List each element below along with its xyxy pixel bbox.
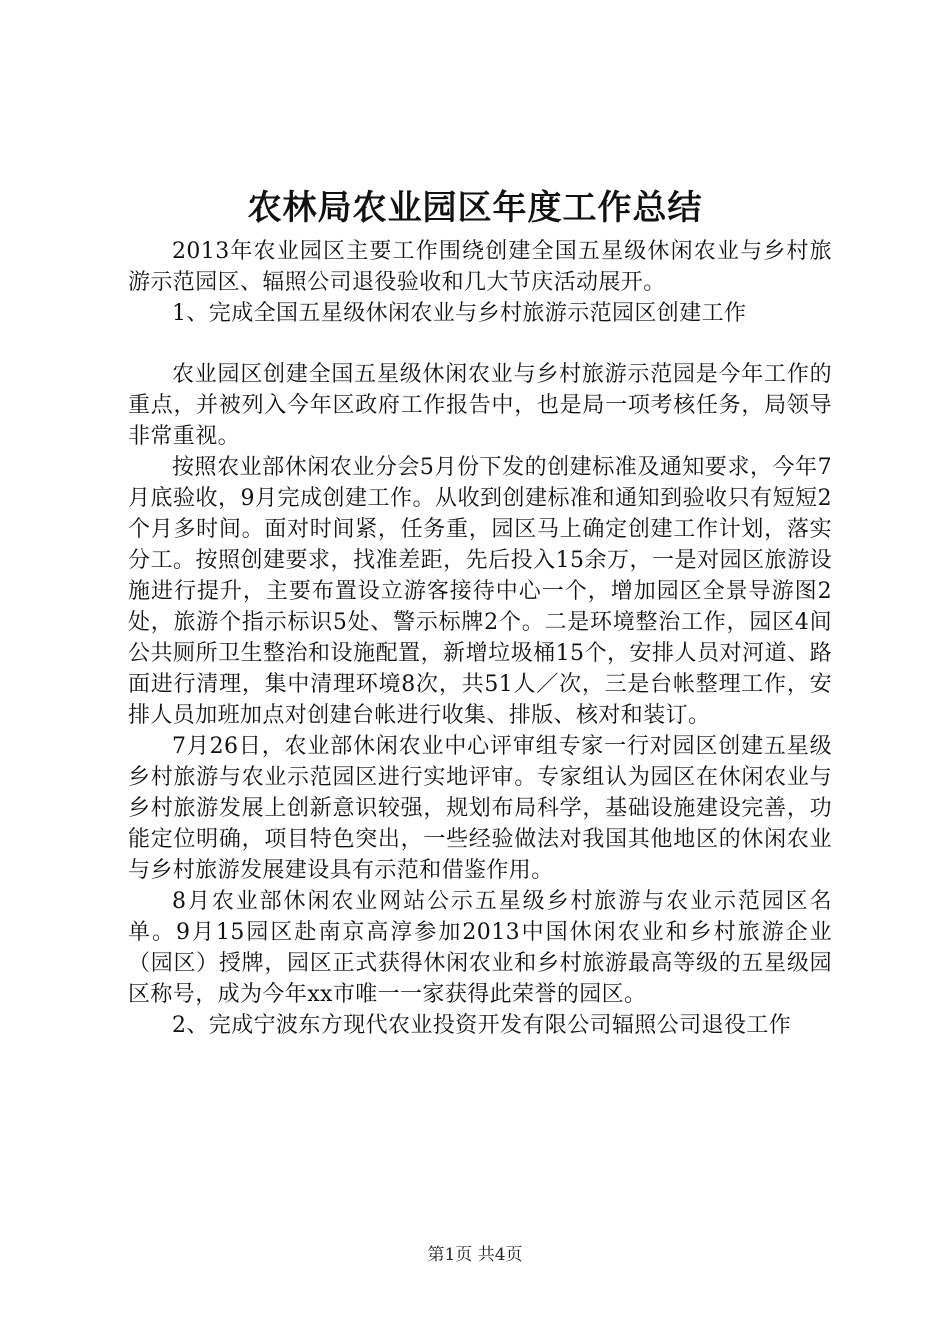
paragraph-review: 7月26日，农业部休闲农业中心评审组专家一行对园区创建五星级乡村旅游与农业示范园区进行实地评审。专家组认为园区在休闲农业与乡村旅游发展上创新意识较强，规划布局科学，基础设施建设完善，功能定位明确，项目特色突出，一些经验做法对我国其他地区的休闲农业与乡村旅游发展建设具有示范和借鉴作用。 [128,734,832,883]
paragraph-actions: 按照农业部休闲农业分会5月份下发的创建标准及通知要求，今年7月底验收，9月完成创建工作。从收到创建标准和通知到验收只有短短2个月多时间。面对时间紧，任务重，园区马上确定创建工作计划，落实分工。按照创建要求，找准差距，先后投入15余万，一是对园区旅游设施进行提升，主要布置设立游客接待中心一个，增加园区全景导游图2处，旅游个指示标识5处、警示标牌2个。二是环境整治工作，园区4间公共厕所卫生整治和设施配置，新增垃圾桶15个，安排人员对河道、路面进行清理，集中清理环境8次，共51人／次，三是台帐整理工作，安排人员加班加点对创建台帐进行收集、排版、核对和装订。 [128,455,832,728]
section-heading-2: 2、完成宁波东方现代农业投资开发有限公司辐照公司退役工作 [172,1013,792,1038]
document-body [128,236,832,1041]
paragraph-award: 8月农业部休闲农业网站公示五星级乡村旅游与农业示范园区名单。9月15园区赴南京高淳参加2013中国休闲农业和乡村旅游企业（园区）授牌，园区正式获得休闲农业和乡村旅游最高等级的五星级园区称号，成为今年xx市唯一一家获得此荣誉的园区。 [128,889,832,1007]
document-title: 农林局农业园区年度工作总结 [247,188,703,228]
page-number-footer: 第1页 共4页 [427,1245,523,1265]
paragraph-importance: 农业园区创建全国五星级休闲农业与乡村旅游示范园是今年工作的重点，并被列入今年区政府工作报告中，也是局一项考核任务，局领导非常重视。 [128,362,832,449]
section-heading-1: 1、完成全国五星级休闲农业与乡村旅游示范园区创建工作 [172,301,747,326]
paragraph-intro: 2013年农业园区主要工作围绕创建全国五星级休闲农业与乡村旅游示范园区、辐照公司退役验收和几大节庆活动展开。 [128,239,832,295]
